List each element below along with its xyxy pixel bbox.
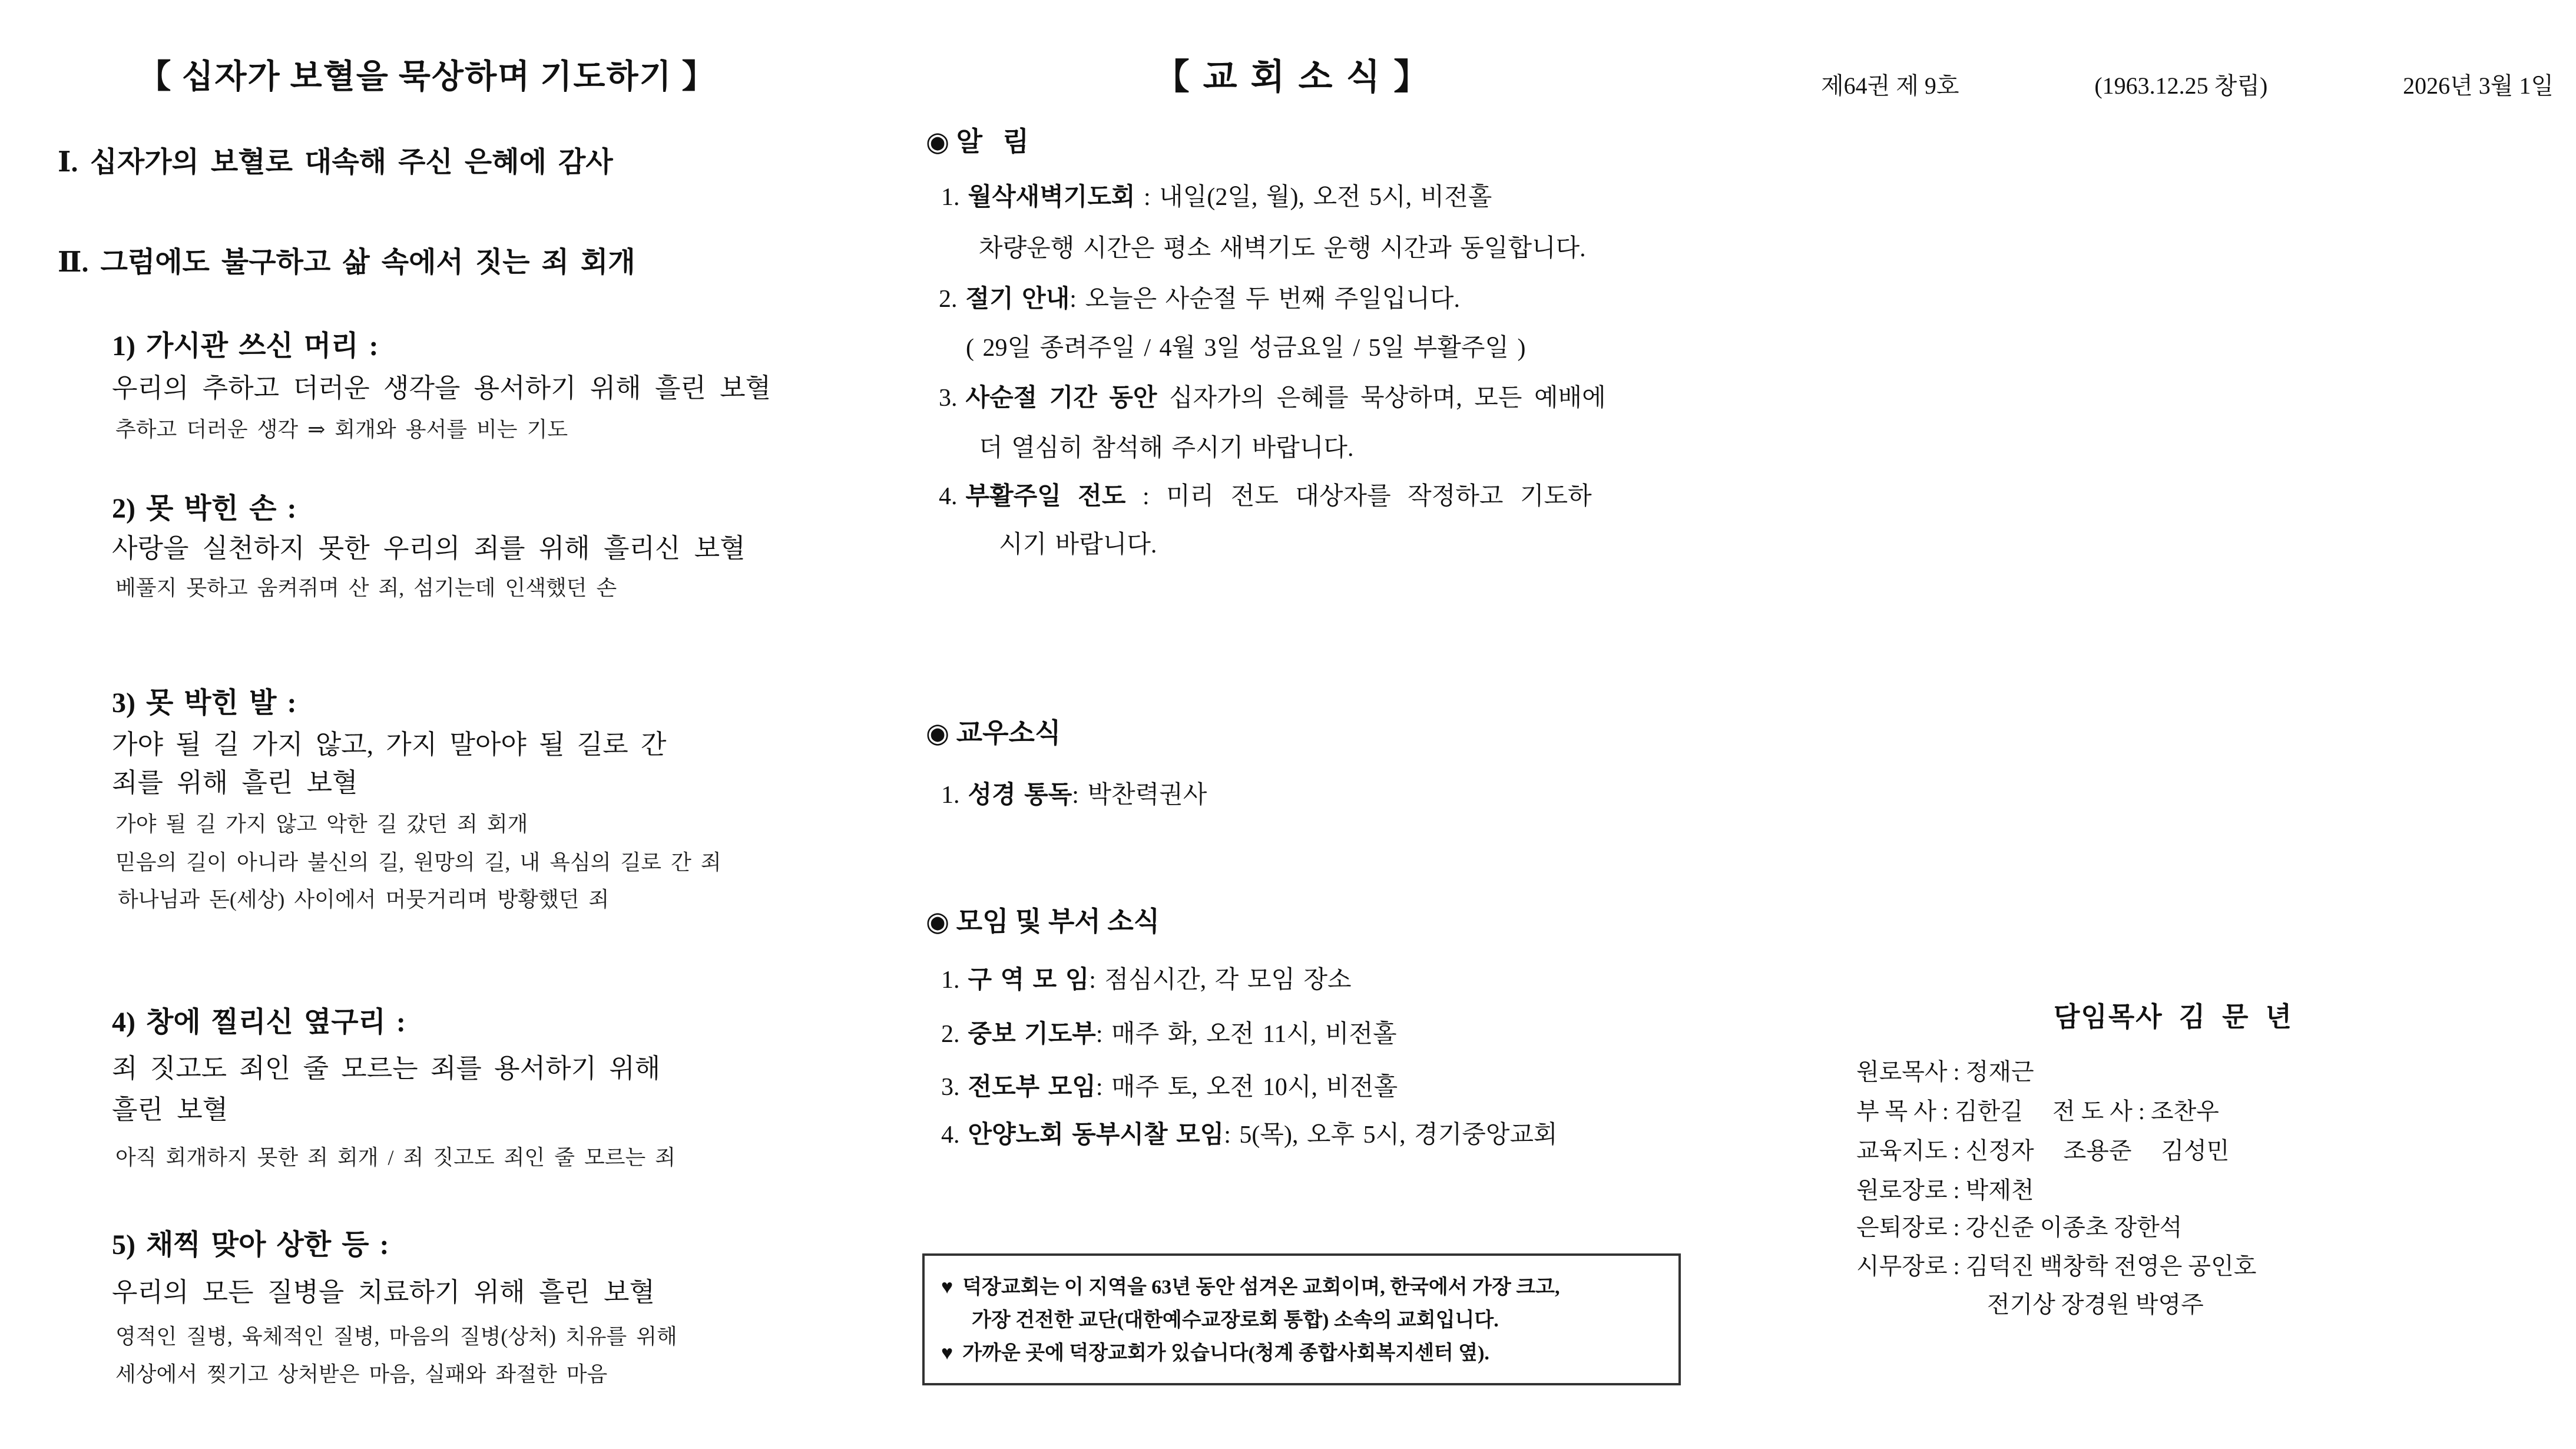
staff-row-serving-elders: 시무장로 : 김덕진 백창학 전영은 공인호 [1856,1253,2257,1279]
notice-item-3-text: 십자가의 은혜를 묵상하며, 모든 예배에 [1157,385,1606,412]
heart-icon: ♥ [941,1276,953,1298]
info-line-1 [941,1271,1662,1304]
section-3-body-2: 죄를 위해 흘린 보혈 [112,768,358,798]
masthead-volume: 제64권 제 9호 [1821,72,1959,99]
info-line-1-text: 덕장교회는 이 지역을 63년 동안 섬겨온 교회이며, 한국에서 가장 크고, [962,1276,1560,1298]
info-line-2 [941,1304,1662,1337]
section-5-title: 5) 채찍 맞아 상한 등 : [112,1229,389,1261]
notice-heading: ◉ 알 림 [926,127,1029,157]
notice-item-4 [939,482,1592,512]
notice-item-3-num: 3. [939,385,958,412]
staff-row-retired-elders: 은퇴장로 : 강신준 이종초 장한석 [1856,1214,2183,1240]
church-info-box [922,1253,1681,1385]
info-line-3-text: 가까운 곳에 덕장교회가 있습니다(청계 종합사회복지센터 옆). [962,1342,1489,1364]
notice-item-3-cont: 더 열심히 참석해 주시기 바랍니다. [979,435,1354,462]
section-1-note: 추하고 더러운 생각 ⇒ 회개와 용서를 비는 기도 [115,418,568,441]
groups-item-3-label: 전도부 모임 [968,1074,1096,1101]
notice-item-2-num: 2. [939,286,958,313]
notice-item-2 [939,285,1460,315]
section-3-note-3: 하나님과 돈(세상) 사이에서 머뭇거리며 방황했던 죄 [118,888,610,911]
section-2-title: 2) 못 박힌 손 : [112,493,297,524]
notice-item-4-num: 4. [939,483,958,510]
friends-heading: ◉ 교우소식 [926,718,1061,748]
groups-item-1-label: 구 역 모 임 [968,967,1090,994]
section-4-body-1: 죄 짓고도 죄인 줄 모르는 죄를 용서하기 위해 [112,1054,661,1083]
section-2-note: 베풀지 못하고 움켜쥐며 산 죄, 섬기는데 인색했던 손 [115,576,617,600]
section-2-body: 사랑을 실천하지 못한 우리의 죄를 위해 흘리신 보혈 [112,534,746,563]
staff-row-emeritus-pastor: 원로목사 : 정재근 [1856,1058,2034,1085]
info-line-3 [941,1337,1662,1370]
section-5-note-1: 영적인 질병, 육체적인 질병, 마음의 질병(상처) 치유를 위해 [115,1325,677,1348]
section-5-note-2: 세상에서 찢기고 상처받은 마음, 실패와 좌절한 마음 [115,1362,608,1386]
groups-item-1 [941,966,1352,995]
notice-item-4-cont: 시기 바랍니다. [999,531,1157,558]
friends-item-1-label: 성경 통독 [968,782,1072,809]
notice-item-1-num: 1. [941,184,960,211]
section-3-title: 3) 못 박힌 발 : [112,687,297,719]
groups-item-1-num: 1. [941,967,960,994]
notice-item-1-cont: 차량운행 시간은 평소 새벽기도 운행 시간과 동일합니다. [979,235,1586,262]
groups-item-4-text: : 5(목), 오후 5시, 경기중앙교회 [1224,1122,1558,1149]
friends-item-1 [941,781,1207,810]
staff-row-assistant-pastor: 부 목 사 : 김한길 전 도 사 : 조찬우 [1856,1098,2219,1124]
masthead [1821,72,2554,100]
masthead-founded: (1963.12.25 창립) [2094,72,2268,99]
groups-item-4-label: 안양노회 동부시찰 모임 [968,1122,1224,1149]
notice-item-3-label: 사순절 기간 동안 [965,385,1157,412]
section-1-body: 우리의 추하고 더러운 생각을 용서하기 위해 흘린 보혈 [112,373,772,403]
senior-pastor-line: 담임목사 김 문 년 [2053,1002,2293,1032]
groups-heading: ◉ 모임 및 부서 소식 [926,907,1160,937]
center-title: 【 교 회 소 식 】 [1154,58,1432,97]
masthead-date: 2026년 3월 1일 [2403,72,2554,99]
groups-item-2-num: 2. [941,1021,960,1048]
groups-item-3-num: 3. [941,1074,960,1101]
notice-item-2-text: : 오늘은 사순절 두 번째 주일입니다. [1070,286,1460,313]
notice-item-1-label: 월삭새벽기도회 [968,184,1135,211]
groups-item-1-text: : 점심시간, 각 모임 장소 [1089,967,1352,994]
section-4-title: 4) 창에 찔리신 옆구리 : [112,1007,406,1038]
section-3-note-2: 믿음의 길이 아니라 불신의 길, 원망의 길, 내 욕심의 길로 간 죄 [115,851,721,874]
staff-row-education: 교육지도 : 신정자 조용준 김성민 [1856,1137,2230,1164]
section-3-note-1: 가야 될 길 가지 않고 악한 길 갔던 죄 회개 [115,812,528,836]
section-1-title: 1) 가시관 쓰신 머리 : [112,330,379,362]
groups-item-3 [941,1073,1398,1103]
notice-item-4-text: : 미리 전도 대상자를 작정하고 기도하 [1125,483,1592,510]
friends-item-1-text: : 박찬력권사 [1072,782,1207,809]
section-3-body-1: 가야 될 길 가지 않고, 가지 말아야 될 길로 간 [112,730,667,759]
section-4-note: 아직 회개하지 못한 죄 회개 / 죄 짓고도 죄인 줄 모르는 죄 [115,1146,676,1169]
groups-item-2-label: 중보 기도부 [968,1021,1096,1048]
heart-icon: ♥ [941,1342,953,1364]
staff-row-emeritus-elder: 원로장로 : 박제천 [1856,1177,2034,1203]
notice-item-2-label: 절기 안내 [965,286,1070,313]
section-4-body-2: 흘린 보혈 [112,1095,229,1124]
groups-item-3-text: : 매주 토, 오전 10시, 비전홀 [1095,1074,1398,1101]
info-line-2-text: 가장 건전한 교단(대한예수교장로회 통합) 소속의 교회입니다. [972,1309,1499,1331]
left-point-1: Ⅰ. 십자가의 보혈로 대속해 주신 은혜에 감사 [58,147,613,178]
groups-item-4-num: 4. [941,1122,960,1149]
groups-item-2 [941,1020,1397,1050]
section-5-body: 우리의 모든 질병을 치료하기 위해 흘린 보혈 [112,1278,655,1307]
notice-item-4-label: 부활주일 전도 [965,483,1126,510]
groups-item-4 [941,1121,1558,1150]
groups-item-2-text: : 매주 화, 오전 11시, 비전홀 [1095,1021,1397,1048]
staff-row-serving-elders-cont: 전기상 장경원 박영주 [1987,1291,2204,1318]
notice-item-1 [941,183,1492,213]
friends-item-1-num: 1. [941,782,960,809]
left-title: 【 십자가 보혈을 묵상하며 기도하기 】 [138,59,716,95]
notice-item-2-cont: ( 29일 종려주일 / 4월 3일 성금요일 / 5일 부활주일 ) [966,335,1526,362]
notice-item-1-text: : 내일(2일, 월), 오전 5시, 비전홀 [1135,184,1492,211]
notice-item-3 [939,384,1606,413]
left-point-2: Ⅱ. 그럼에도 불구하고 삶 속에서 짓는 죄 회개 [58,247,635,278]
